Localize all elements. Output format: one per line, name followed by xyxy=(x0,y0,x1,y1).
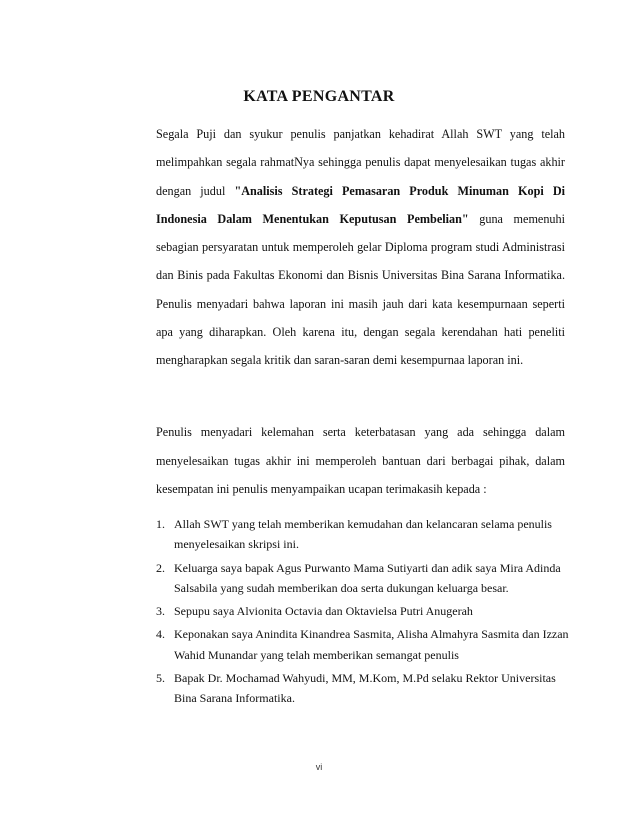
list-item xyxy=(0,514,638,555)
list-item-text: Keponakan saya Anindita Kinandrea Sasmita, Alisha Almahyra Sasmita dan Izzan Wahid Munandar yang telah memberikan semangat penulis xyxy=(174,627,569,662)
page-title: KATA PENGANTAR xyxy=(243,88,395,105)
list-item-text: Sepupu saya Alvionita Octavia dan Oktavielsa Putri Anugerah xyxy=(174,604,473,619)
list-item-text: Keluarga saya bapak Agus Purwanto Mama Sutiyarti dan adik saya Mira Adinda Salsabila yang sudah memberikan doa serta dukungan keluarga besar. xyxy=(174,560,561,595)
list-item-number: 5. xyxy=(156,671,165,686)
page-number: vi xyxy=(315,762,323,772)
list-item-number: 2. xyxy=(156,560,165,575)
preface-text-start: Segala Puji dan syukur penulis panjatkan kehadirat Allah SWT yang telah melimpahkan segala rahmatNya sehingga penulis dapat menyelesaikan tugas akhir dengan judul xyxy=(156,127,565,198)
list-item-number: 4. xyxy=(156,627,165,642)
thesis-title: "Analisis Strategi Pemasaran Produk Minuman Kopi Di Indonesia Dalam Menentukan Keputusan Pembelian" xyxy=(156,183,566,226)
acknowledgement-list xyxy=(0,514,638,712)
list-item xyxy=(0,601,638,621)
list-item xyxy=(0,668,638,709)
list-item xyxy=(0,558,638,599)
preface-text-end: guna memenuhi sebagian persyaratan untuk memperoleh gelar Diploma program studi Administrasi dan Binis pada Fakultas Ekonomi dan Bisnis Universitas Bina Sarana Informatika. Penulis menyadari bahwa laporan ini masih jauh dari kata kesempurnaan seperti apa yang diharapkan. Oleh karena itu, dengan segala kerendahan hati peneliti mengharapkan segala kritik dan saran-saran demi kesempurnaa laporan ini. xyxy=(156,211,565,368)
preface-paragraph xyxy=(156,120,565,375)
list-item-text: Allah SWT yang telah memberikan kemudahan dan kelancaran selama penulis menyelesaikan skripsi ini. xyxy=(174,517,552,552)
list-item-number: 1. xyxy=(156,517,165,531)
acknowledgement-intro: Penulis menyadari kelemahan serta keterbatasan yang ada sehingga dalam menyelesaikan tugas akhir ini memperoleh bantuan dari berbagai pihak, dalam kesempatan ini penulis menyampaikan ucapan terimakasih kepada : xyxy=(156,425,565,497)
list-item-number: 3. xyxy=(156,604,165,619)
list-item xyxy=(0,624,638,665)
list-item-text: Bapak Dr. Mochamad Wahyudi, MM, M.Kom, M.Pd selaku Rektor Universitas Bina Sarana Informatika. xyxy=(174,671,556,706)
